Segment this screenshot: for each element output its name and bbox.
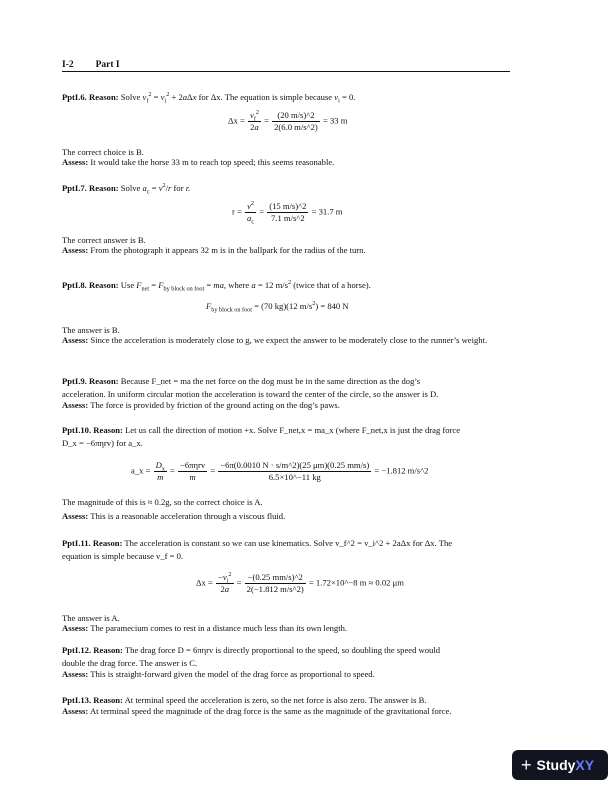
p9-reason-cont: acceleration. In uniform circular motion the acceleration is toward the center of the circle, so the answer is D. [62,389,439,399]
p8-reason [62,280,512,292]
reason-label: Reason: [93,695,123,705]
reason-label: Reason: [92,538,123,548]
assess-label: Assess: [62,706,89,716]
text: Solve [120,92,141,102]
inline-eq: $F_{net} = F_{by block on foot}$ = ma, [136,280,227,293]
page-label: I-2 [62,60,74,70]
reason-label: Reason: [89,183,119,193]
fraction: $\frac{(15 m/s)\^{}2}{7.1 m/s\^{}2}$ [269,201,307,223]
reason-label: Reason: [89,280,119,290]
p8-display-eq: $F_{by block on foot} = (70$ kg)(12 $m/s^2) = 840$ N [206,300,349,314]
fraction: $\frac{-6\pi(0.0010 N \cdot s/m\^{}2)(25 \mu m)(0.25 mm/s)}{6.5\times 10\^{}-11 kg}$ [220,460,370,482]
assess-text: This is a reasonable acceleration through a viscous fluid. [90,511,286,521]
eq-lhs: Δx = [196,577,213,588]
assess-text: At terminal speed the magnitude of the drag force is the same as the magnitude of the gravitational force. [89,706,452,716]
p7-reason [62,183,512,195]
part-label: Part I [95,60,120,70]
assess-text: The paramecium comes to rest in a distance much less than its own length. [90,623,348,633]
badge-study-text: Study [536,757,576,773]
eq-result: = −1.812 m/s^2 [374,465,429,476]
p12-reason [62,645,512,657]
text: At terminal speed the acceleration is zero, so the net force is also zero. The answer is B. [124,695,427,705]
assess-label: Assess: [62,623,89,633]
assess-text: Since the acceleration is moderately close to g, we expect the answer to be moderately close to the runner’s weight. [90,335,488,345]
fraction: $\frac{(20 m/s)\^{}2}{2(6.0 m/s\^{}2)}$ [274,110,318,132]
text: The acceleration is constant so we can use kinematics. Solve v_f^2 = v_i^2 + 2aΔx for Δx. The [124,538,453,548]
fraction: $\frac{D_x}{m}$ [155,460,165,482]
badge-xy-text: XY [575,757,595,773]
text: The equation is simple because [224,92,333,102]
assess-label: Assess: [62,245,89,255]
p9-assess [62,400,512,412]
problem-id: PptI.11. [62,538,91,548]
p10-assess [62,511,512,523]
fraction: $\frac{-v_i^2}{2a}$ [217,571,232,594]
eq-result: = 33 m [322,115,348,126]
text: Δx. [210,92,223,102]
eq-result: = 1.72×10^−8 m ≈ 0.02 μm [308,577,404,588]
fraction: $\frac{v_f^2}{2a}$ [249,109,259,132]
problem-id: PptI.8. [62,280,87,290]
reason-label: Reason: [93,425,123,435]
text: Because F_net = ma the net force on the dog must be in the same direction as the dog’s [120,376,421,386]
fraction: $\frac{v^2}{a_c}$ [247,200,255,226]
p11-assess [62,623,512,635]
text: (twice that of a horse). [293,280,371,290]
eq-lhs: r = [232,206,242,217]
problem-id: PptI.10. [62,425,92,435]
problem-id: PptI.7. [62,183,87,193]
eq-lhs: Δx = [228,115,245,126]
text: where [228,280,250,290]
text: for [198,92,209,102]
assess-text: The force is provided by friction of the ground acting on the dog’s paws. [90,400,340,410]
fraction: $\frac{-(0.25 mm/s)\^{}2}{2(-1.812 m/s\^{}2)}$ [246,572,304,594]
problem-id: PptI.6. [62,92,87,102]
plus-icon: + [521,755,532,775]
assess-text: This is straight-forward given the model of the drag force as proportional to speed. [90,669,375,679]
text: The drag force D = 6πηrv is directly proportional to the speed, so doubling the speed would [124,645,441,655]
assess-text: From the photograph it appears 32 m is in the ballpark for the radius of the turn. [90,245,366,255]
p10-reason-cont: D_x = −6πηrv) for a_x. [62,438,143,448]
p8-assess [62,335,512,347]
p11-answer: The answer is A. [62,613,120,623]
inline-eq: a = 12 $m/s^2$ [251,279,292,290]
p6-assess [62,157,512,169]
p6-display-eq: Δx = $\frac{v_f^2}{2a}$ = $\frac{(20 m/s)\^{}2}{2(6.0 m/s\^{}2)}$ = 33 m [228,109,348,132]
assess-label: Assess: [62,511,89,521]
fraction: $\frac{\text{−6πηrv}}{m}$ [180,460,206,482]
p13-assess [62,706,512,718]
text: Let us call the direction of motion +x. Solve F_net,x = ma_x (where F_net,x is just the drag force [125,425,461,435]
p7-assess [62,245,512,257]
problem-id: PptI.12. [62,645,92,655]
p9-reason [62,376,512,388]
p11-reason-cont: equation is simple because v_f = 0. [62,551,184,561]
eq-lhs: a_x = [131,465,151,476]
problem-id: PptI.13. [62,695,92,705]
reason-label: Reason: [93,645,123,655]
p6-reason [62,92,512,104]
assess-label: Assess: [62,400,89,410]
p7-display-eq: r = $\frac{v^2}{a_c}$ = $\frac{(15 m/s)\^{}2}{7.1 m/s\^{}2}$ = 31.7 m [232,200,343,226]
p6-answer: The correct choice is B. [62,147,144,157]
text: Use [120,280,135,290]
text: Solve [120,183,141,193]
assess-text: It would take the horse 33 m to reach top speed; this seems reasonable. [90,157,335,167]
problem-id: PptI.9. [62,376,87,386]
assess-label: Assess: [62,335,89,345]
p12-assess [62,669,512,681]
reason-label: Reason: [89,92,119,102]
p13-reason [62,695,512,707]
assess-label: Assess: [62,157,89,167]
p10-reason [62,425,512,437]
text: for [173,183,184,193]
p11-display-eq: Δx = $\frac{-v_i^2}{2a}$ = $\frac{-(0.25 mm/s)\^{}2}{2(-1.812 m/s\^{}2)}$ = 1.72×10^−8 m ≈ 0.02 μm [196,571,404,594]
p10-display-eq: a_x = $\frac{D_x}{m}$ = $\frac{\text{−6πηrv}}{m}$ = $\frac{-6\pi(0.0010 N \cdot s/m\^{}2)(25 \mu m)(0.25 mm/s)}{6.5\times 10\^{}-11 kg}$ = −1.812 m/s^2 [131,460,429,482]
inline-eq: $v_f^2 = v_i^2 + 2a\Delta x$ [142,91,197,105]
inline-eq: $v_i = 0$. [334,92,356,105]
reason-label: Reason: [89,376,119,386]
p11-reason [62,538,512,550]
assess-label: Assess: [62,669,89,679]
running-header [62,60,120,70]
p7-answer: The correct answer is B. [62,235,146,245]
eq-result: = 31.7 m [311,206,343,217]
studyxy-badge[interactable] [512,750,608,780]
text: r. [185,183,191,193]
inline-eq: $a_c = v^2/r$ [142,182,172,196]
header-rule [62,71,510,72]
p8-answer: The answer is B. [62,325,120,335]
p12-reason-cont: double the drag force. The answer is C. [62,658,198,668]
p10-mag: The magnitude of this is ≈ 0.2g, so the correct choice is A. [62,497,263,507]
